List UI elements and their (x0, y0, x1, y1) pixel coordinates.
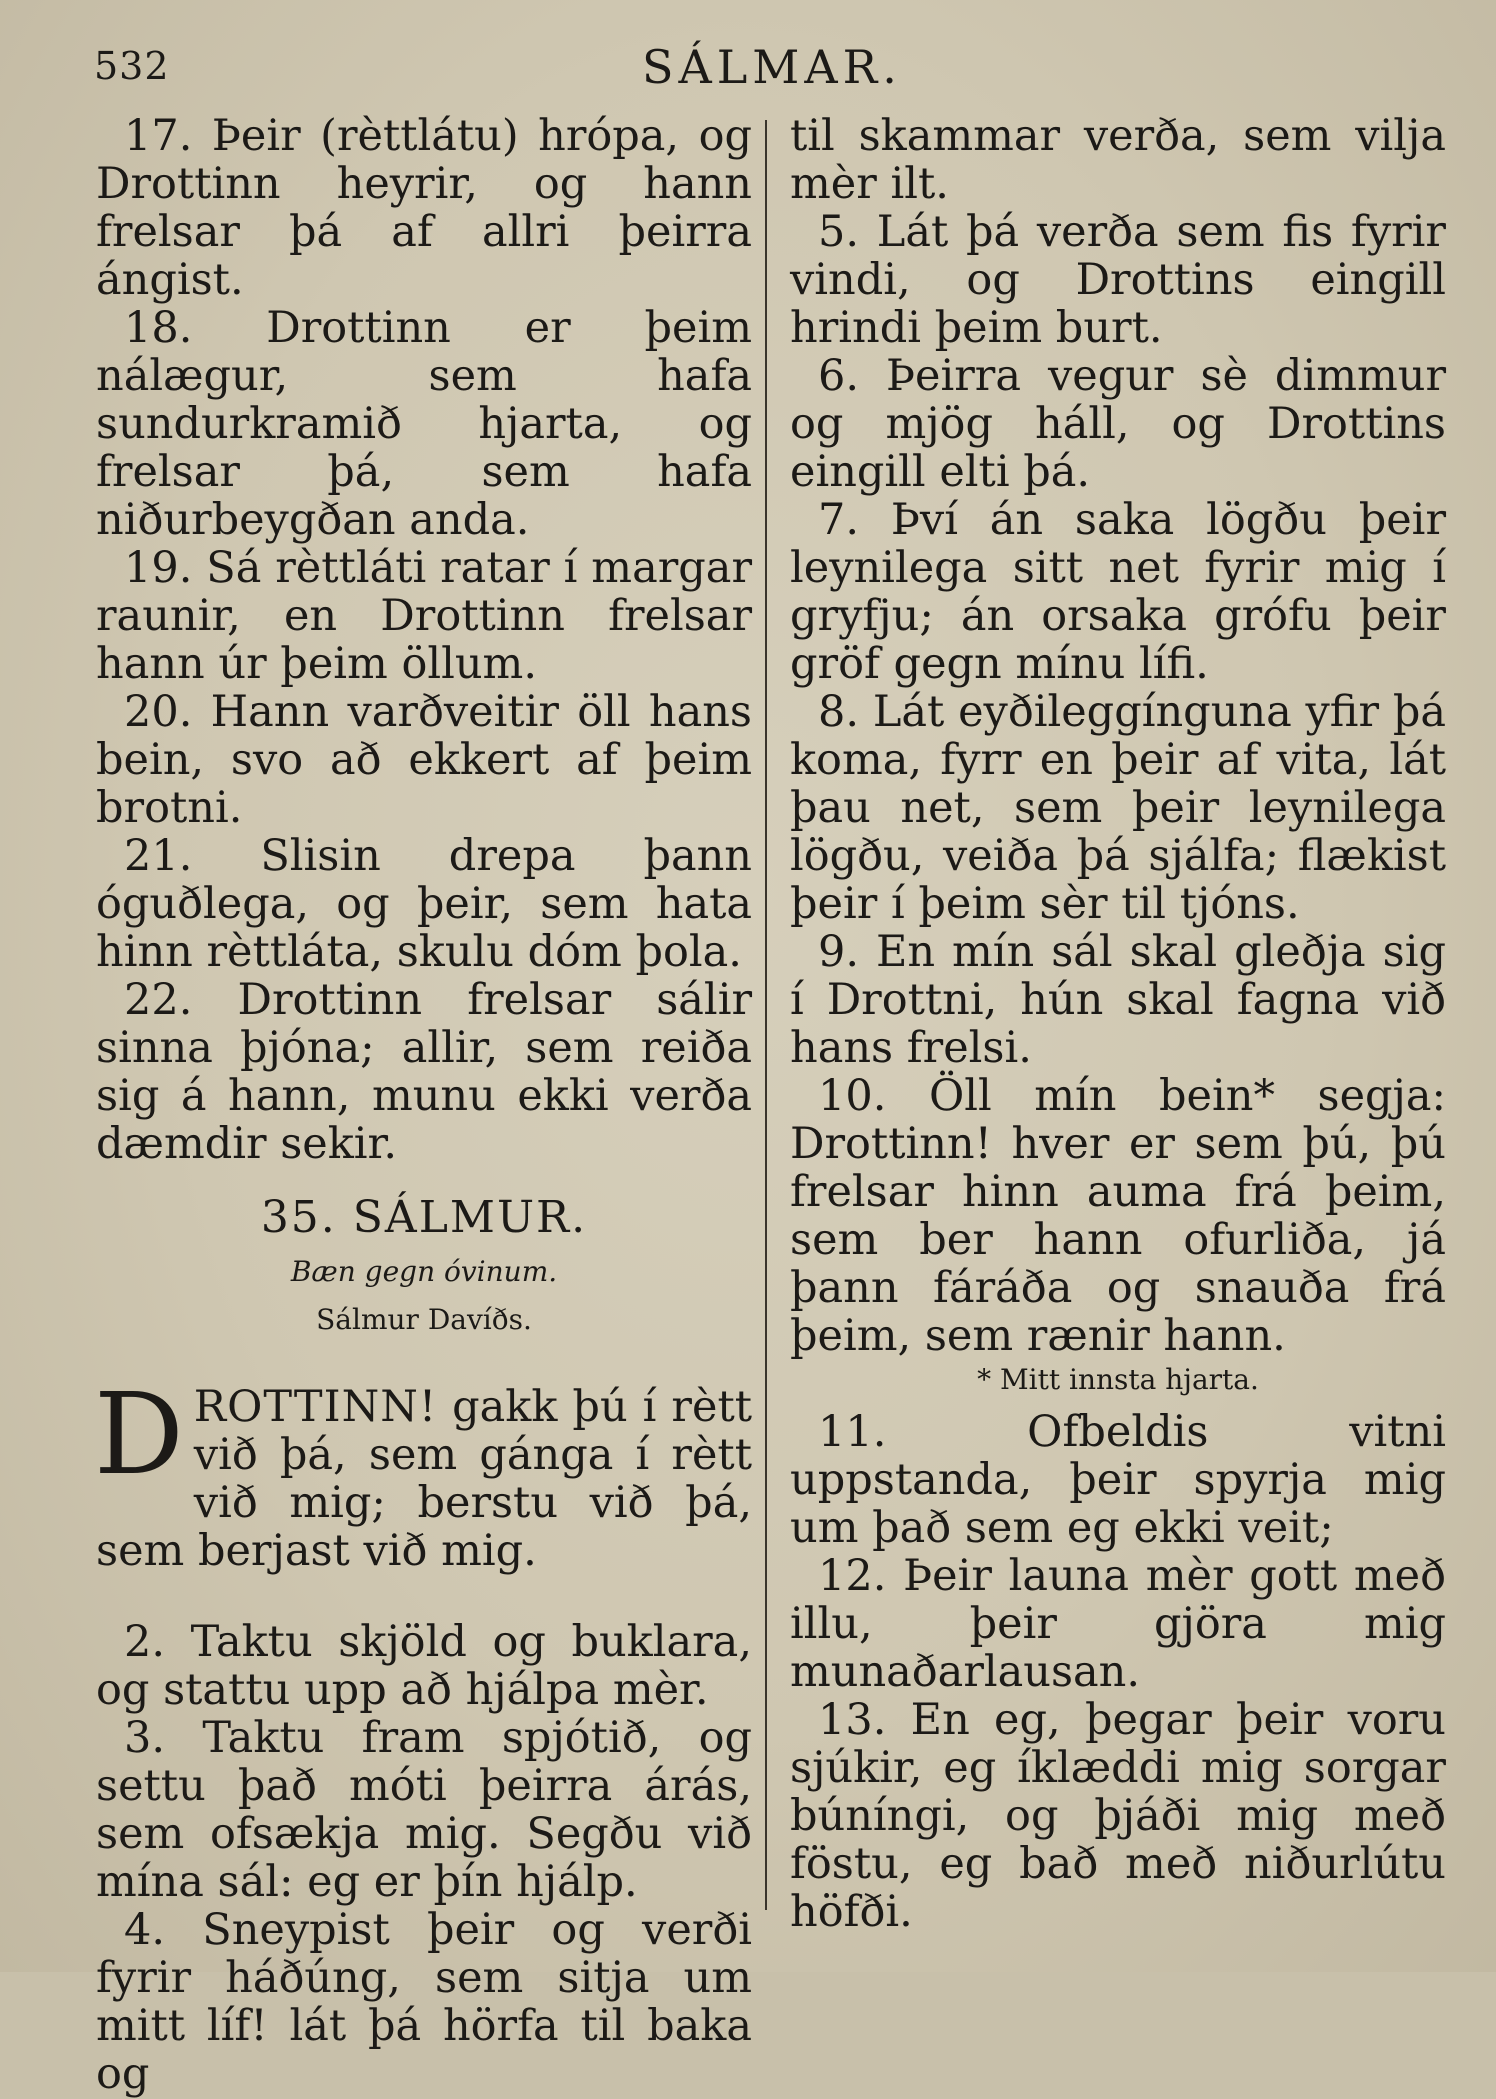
psalm-35-verse-3: 3. Taktu fram spjótið, og settu það móti þeirra árás, sem ofsækja mig. Segðu við mína sál: eg er þín hjálp. (96, 1713, 752, 1907)
verse-19: 19. Sá rèttláti ratar í margar raunir, en Drottinn frelsar hann úr þeim öllum. (96, 543, 752, 689)
verse-20: 20. Hann varðveitir öll hans bein, svo að ekkert af þeim brotni. (96, 687, 752, 833)
psalm-35-verse-9: 9. En mín sál skal gleðja sig í Drottni, hún skal fagna við hans frelsi. (790, 927, 1446, 1073)
psalm-35-verse-13: 13. En eg, þegar þeir voru sjúkir, eg íklæddi mig sorgar búníngi, og þjáði mig með föstu, eg bað með niðurlútu höfði. (790, 1695, 1446, 1937)
psalm-35-verse-10: 10. Öll mín bein* segja: Drottinn! hver er sem þú, þú frelsar hinn auma frá þeim, sem ber hann ofurliða, já þann fáráða og snauða frá þeim, sem rænir hann. (790, 1071, 1446, 1361)
psalm-35-verse-11: 11. Ofbeldis vitni uppstanda, þeir spyrja mig um það sem eg ekki veit; (790, 1407, 1446, 1553)
right-column (790, 112, 1446, 1936)
first-verse-text: gakk þú í rètt við þá, sem gánga í rètt við mig; berstu við þá, sem berjast við mig. (96, 1382, 752, 1576)
verse-17: 17. Þeir (rèttlátu) hrópa, og Drottinn heyrir, og hann frelsar þá af allri þeirra ángist. (96, 111, 752, 305)
running-title: SÁLMAR. (642, 40, 902, 94)
verse-4-continuation: til skammar verða, sem vilja mèr ilt. (790, 111, 1446, 209)
psalm-35-verse-6: 6. Þeirra vegur sè dimmur og mjög háll, og Drottins eingill elti þá. (790, 351, 1446, 497)
drop-cap: D (94, 1370, 184, 1500)
psalm-heading: 35. SÁLMUR. (260, 1192, 588, 1243)
psalm-35-verse-7: 7. Því án saka lögðu þeir leynilega sitt net fyrir mig í gryfju; án orsaka grófu þeir gröf gegn mínu lífi. (790, 495, 1446, 689)
verse-21: 21. Slisin drepa þann óguðlega, og þeir, sem hata hinn rèttláta, skulu dóm þola. (96, 831, 752, 977)
psalm-35-verse-5: 5. Lát þá verða sem fis fyrir vindi, og Drottins eingill hrindi þeim burt. (790, 207, 1446, 353)
psalm-subtitle: Bæn gegn óvinum. (290, 1255, 558, 1288)
footnote: * Mitt innsta hjarta. (977, 1363, 1259, 1396)
psalm-35-verse-1 (94, 1370, 752, 1576)
page-header (94, 38, 1444, 98)
psalm-ascription: Sálmur Davíðs. (316, 1303, 532, 1336)
verse-18: 18. Drottinn er þeim nálægur, sem hafa sundurkramið hjarta, og frelsar þá, sem hafa niðurbeygðan anda. (96, 303, 752, 545)
column-divider (765, 120, 767, 1910)
psalm-35-verse-8: 8. Lát eyðileggínguna yfir þá koma, fyrr en þeir af vita, lát þau net, sem þeir leynilega lögðu, veiða þá sjálfa; flækist þeir í þeim sèr til tjóns. (790, 687, 1446, 929)
page-number: 532 (94, 44, 170, 88)
verse-22: 22. Drottinn frelsar sálir sinna þjóna; allir, sem reiða sig á hann, munu ekki verða dæmdir sekir. (96, 975, 752, 1169)
first-word: ROTTINN! (193, 1382, 438, 1432)
psalm-35-verse-4: 4. Sneypist þeir og verði fyrir háðúng, sem sitja um mitt líf! lát þá hörfa til baka og (96, 1905, 752, 2099)
left-column (96, 112, 752, 2098)
psalm-35-verse-12: 12. Þeir launa mèr gott með illu, þeir gjöra mig munaðarlausan. (790, 1551, 1446, 1697)
psalm-35-verse-2: 2. Taktu skjöld og buklara, og stattu upp að hjálpa mèr. (96, 1617, 752, 1715)
